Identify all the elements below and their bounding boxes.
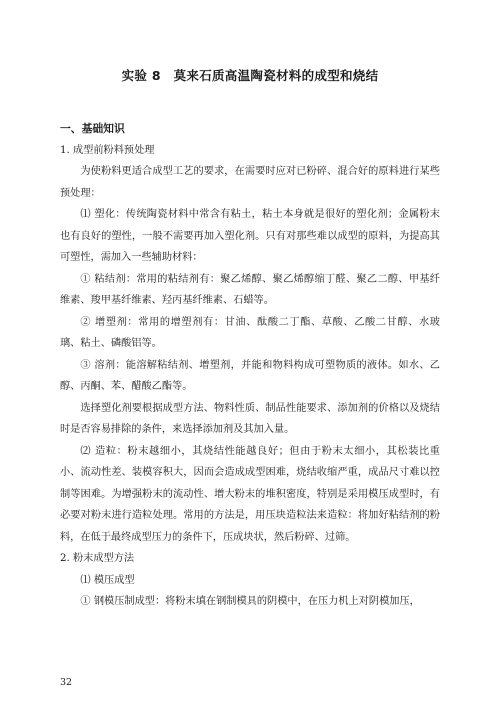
paragraph-plastic: ⑴ 塑化：传统陶瓷材料中常含有粘土，粘土本身就是很好的塑化剂；金属粉末也有良好的塑性，一般不需要再加入塑化剂。只有对那些难以成型的原料，为提高其可塑性，需加入一些辅助材料： <box>60 209 440 263</box>
paragraph-granulate: ⑵ 造粒：粉末越细小，其烧结性能越良好；但由于粉末太细小，其松装比重小、流动性差、装模容积大，因而会造成成型困难，烧结收缩严重，成品尺寸难以控制等困难。为增强粉末的流动性、增大粉末的堆积密度，特别是采用模压成型时，有必要对粉末进行造粒处理。常用的方法是，用压块造粒法来造粒：将加好粘结剂的粉料，在低于最终成型压力的条件下，压成块状，然后粉碎、过筛。 <box>60 445 440 543</box>
paragraph-binder: ① 粘结剂：常用的粘结剂有：聚乙烯醇、聚乙烯醇缩丁醛、聚乙二醇、甲基纤维素、羧甲基纤维素、羟丙基纤维素、石蜡等。 <box>60 273 440 306</box>
subsection-heading: 2. 粉末成型方法 <box>60 553 135 564</box>
paragraph-intro: 为使粉料更适合成型工艺的要求，在需要时应对已粉碎、混合好的原料进行某些预处理： <box>60 166 440 199</box>
document-body <box>60 118 440 613</box>
paragraph-solvent: ③ 溶剂：能溶解粘结剂、增塑剂，并能和物料构成可塑物质的液体。如水、乙醇、丙酮、苯、醋酸乙酯等。 <box>60 359 440 392</box>
paragraph-plasticizer: ② 增塑剂：常用的增塑剂有：甘油、酞酸二丁酯、草酸、乙酸二甘醇、水玻璃、粘土、磷酸铝等。 <box>60 316 440 349</box>
document-title: 实验 8 莫来石质高温陶瓷材料的成型和烧结 <box>121 68 379 83</box>
paragraph-steel-mold: ① 钢模压制成型：将粉末填在钢制模具的阴模中，在压力机上对阴模加压， <box>80 596 420 607</box>
section-heading: 一、基础知识 <box>60 122 125 135</box>
list-item: ⑴ 模压成型 <box>80 574 135 586</box>
page-number: 32 <box>60 677 73 688</box>
paragraph-select: 选择塑化剂要根据成型方法、物料性质、制品性能要求、添加剂的价格以及烧结时是否容易排除的条件，来选择添加剂及其加入量。 <box>60 402 440 435</box>
subsection-heading: 1. 成型前粉料预处理 <box>60 144 155 156</box>
